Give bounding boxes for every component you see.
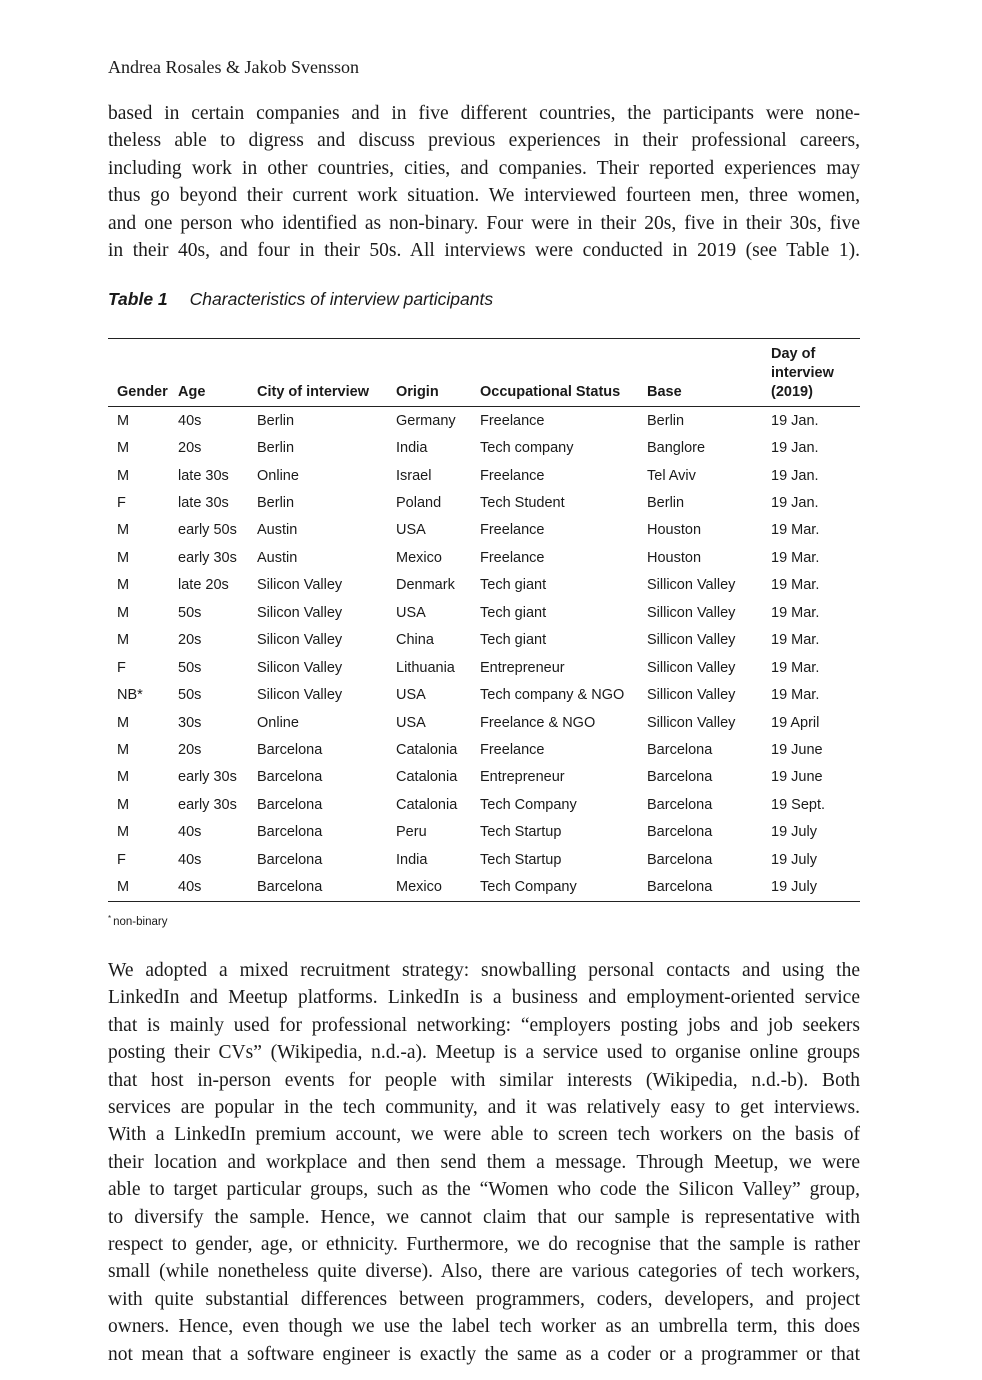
cell-base: Sillicon Valley	[647, 659, 736, 676]
cell-base: Berlin	[647, 412, 685, 429]
paragraph-line: owners. Hence, even though we use the label tech worker as an umbrella term, this does	[108, 1316, 860, 1338]
cell-day: 19 Mar.	[771, 687, 820, 704]
cell-age: early 30s	[178, 549, 237, 566]
cell-base: Banglore	[647, 440, 706, 457]
table-row	[108, 873, 860, 901]
cell-base: Sillicon Valley	[647, 687, 736, 704]
cell-city: Silicon Valley	[257, 687, 343, 704]
cell-age: late 30s	[178, 495, 229, 512]
paragraph-line: posting their CVs” (Wikipedia, n.d.-a). Meetup is a service used to organise online groups	[108, 1042, 860, 1064]
cell-origin: USA	[396, 714, 426, 731]
table-caption	[108, 287, 493, 311]
paragraph-line: services are popular in the tech community, and it was relatively easy to get interviews.	[108, 1097, 860, 1119]
paragraph-line: With a LinkedIn premium account, we were able to screen tech workers on the basis of	[108, 1124, 860, 1146]
paragraph-line: LinkedIn and Meetup platforms. LinkedIn is a business and employment-oriented service	[108, 987, 860, 1009]
cell-age: 50s	[178, 659, 202, 676]
cell-city: Silicon Valley	[257, 577, 343, 594]
cell-age: 20s	[178, 632, 202, 649]
paragraph-line: and one person who identified as non-binary. Four were in their 20s, five in their 30s, five	[108, 212, 860, 234]
cell-city: Barcelona	[257, 769, 323, 786]
cell-occupational-status: Tech company & NGO	[480, 687, 625, 704]
cell-day: 19 Jan.	[771, 467, 819, 484]
cell-occupational-status: Entrepreneur	[480, 659, 565, 676]
cell-origin: India	[396, 851, 428, 868]
cell-age: early 30s	[178, 796, 237, 813]
cell-base: Tel Aviv	[647, 467, 696, 484]
cell-gender: M	[117, 549, 130, 566]
paragraph-line: including work in other countries, cities, and companies. Their reported experiences may	[108, 157, 860, 179]
header-base: Base	[647, 384, 682, 400]
cell-age: 50s	[178, 604, 202, 621]
cell-day: 19 Mar.	[771, 549, 820, 566]
cell-day: 19 July	[771, 851, 817, 868]
cell-age: 40s	[178, 824, 202, 841]
cell-occupational-status: Freelance	[480, 549, 545, 566]
cell-gender: M	[117, 522, 130, 539]
cell-age: 20s	[178, 741, 202, 758]
cell-city: Berlin	[257, 440, 295, 457]
cell-occupational-status: Tech Startup	[480, 824, 562, 841]
header-age: Age	[178, 384, 206, 400]
table-row	[108, 627, 860, 654]
paragraph-line: able to target particular groups, such as the “Women who code the Silicon Valley” group,	[108, 1179, 860, 1201]
cell-day: 19 Mar.	[771, 632, 820, 649]
paragraph-line: in their 40s, and four in their 50s. All interviews were conducted in 2019 (see Table 1).	[108, 240, 860, 262]
cell-gender: M	[117, 879, 130, 896]
cell-city: Austin	[257, 549, 298, 566]
table-footnote	[108, 914, 167, 928]
header-day-line: (2019)	[771, 384, 813, 400]
cell-occupational-status: Tech giant	[480, 577, 547, 594]
cell-day: 19 Mar.	[771, 577, 820, 594]
cell-age: early 30s	[178, 769, 237, 786]
cell-occupational-status: Tech giant	[480, 604, 547, 621]
cell-day: 19 July	[771, 824, 817, 841]
cell-gender: F	[117, 495, 126, 512]
cell-occupational-status: Freelance & NGO	[480, 714, 596, 731]
table-row	[108, 599, 860, 626]
table-body	[108, 407, 860, 902]
cell-gender: M	[117, 412, 130, 429]
cell-city: Berlin	[257, 495, 295, 512]
footnote-text: non-binary	[113, 916, 168, 928]
running-head: Andrea Rosales & Jakob Svensson	[108, 57, 359, 77]
table-row	[108, 544, 860, 571]
cell-origin: Peru	[396, 824, 427, 841]
paragraph-line: that is mainly used for professional networking: “employers posting jobs and job seekers	[108, 1014, 860, 1036]
cell-day: 19 Jan.	[771, 495, 819, 512]
table-row	[108, 764, 860, 791]
cell-city: Barcelona	[257, 741, 323, 758]
cell-occupational-status: Tech giant	[480, 632, 547, 649]
cell-gender: NB*	[117, 687, 143, 704]
paragraph-line: that host in-person events for people with similar interests (Wikipedia, n.d.-b). Both	[108, 1069, 860, 1091]
paragraph-line: not mean that a software engineer is exactly the same as a coder or a programmer or that	[108, 1343, 860, 1365]
cell-city: Silicon Valley	[257, 632, 343, 649]
table-row	[108, 819, 860, 846]
cell-day: 19 June	[771, 741, 823, 758]
cell-origin: Catalonia	[396, 796, 458, 813]
cell-base: Sillicon Valley	[647, 714, 736, 731]
cell-gender: F	[117, 659, 126, 676]
table-row	[108, 517, 860, 544]
cell-city: Online	[257, 714, 299, 731]
cell-city: Barcelona	[257, 851, 323, 868]
cell-base: Barcelona	[647, 879, 713, 896]
cell-gender: M	[117, 467, 130, 484]
cell-base: Berlin	[647, 495, 685, 512]
header-city: City of interview	[257, 384, 369, 400]
cell-city: Silicon Valley	[257, 659, 343, 676]
table-row	[108, 489, 860, 516]
cell-occupational-status: Entrepreneur	[480, 769, 565, 786]
cell-city: Austin	[257, 522, 298, 539]
header-day-line: Day of	[771, 346, 816, 362]
paragraph-line: with quite substantial differences between programmers, coders, developers, and project	[108, 1288, 860, 1310]
header-gender: Gender	[117, 384, 168, 400]
cell-occupational-status: Tech company	[480, 440, 574, 457]
cell-origin: Catalonia	[396, 769, 458, 786]
cell-origin: Mexico	[396, 879, 442, 896]
cell-origin: Poland	[396, 495, 442, 512]
cell-city: Silicon Valley	[257, 604, 343, 621]
paragraph-line: thus go beyond their current work situation. We interviewed fourteen men, three women,	[108, 185, 860, 207]
cell-occupational-status: Tech Startup	[480, 851, 562, 868]
cell-base: Sillicon Valley	[647, 632, 736, 649]
table-row	[108, 791, 860, 818]
cell-occupational-status: Tech Student	[480, 495, 565, 512]
table-row	[108, 572, 860, 599]
paragraph-recruitment	[108, 957, 860, 1368]
cell-base: Sillicon Valley	[647, 577, 736, 594]
paragraph-intro	[108, 100, 860, 264]
cell-gender: M	[117, 741, 130, 758]
cell-gender: M	[117, 577, 130, 594]
paragraph-line: respect to gender, age, or ethnicity. Furthermore, we do recognise that the sample is rather	[108, 1234, 860, 1256]
cell-gender: F	[117, 851, 126, 868]
cell-day: 19 April	[771, 714, 820, 731]
cell-day: 19 July	[771, 879, 817, 896]
cell-gender: M	[117, 604, 130, 621]
table-row	[108, 654, 860, 681]
cell-base: Sillicon Valley	[647, 604, 736, 621]
cell-city: Online	[257, 467, 299, 484]
cell-age: early 50s	[178, 522, 237, 539]
cell-city: Berlin	[257, 412, 295, 429]
cell-day: 19 Mar.	[771, 604, 820, 621]
table-row	[108, 846, 860, 873]
cell-gender: M	[117, 824, 130, 841]
cell-base: Barcelona	[647, 741, 713, 758]
cell-age: 20s	[178, 440, 202, 457]
cell-base: Barcelona	[647, 851, 713, 868]
cell-origin: Lithuania	[396, 659, 455, 676]
cell-origin: USA	[396, 522, 426, 539]
table-row	[108, 709, 860, 736]
table-row	[108, 407, 860, 435]
cell-base: Houston	[647, 549, 702, 566]
cell-day: 19 June	[771, 769, 823, 786]
header-origin: Origin	[396, 384, 439, 400]
cell-origin: India	[396, 440, 428, 457]
cell-origin: Denmark	[396, 577, 455, 594]
cell-city: Barcelona	[257, 796, 323, 813]
participants-table	[108, 338, 860, 902]
cell-base: Barcelona	[647, 824, 713, 841]
cell-gender: M	[117, 714, 130, 731]
cell-origin: Mexico	[396, 549, 442, 566]
table-header-row	[108, 339, 860, 407]
table-row	[108, 434, 860, 461]
cell-origin: Germany	[396, 412, 456, 429]
paragraph-line: to diversify the sample. Hence, we cannot claim that our sample is representative with	[108, 1206, 860, 1228]
cell-day: 19 Jan.	[771, 412, 819, 429]
paragraph-line: their location and workplace and then send them a message. Through Meetup, we were	[108, 1151, 860, 1173]
cell-occupational-status: Freelance	[480, 412, 545, 429]
table-row	[108, 462, 860, 489]
header-day-of-interview	[771, 339, 860, 407]
footnote-mark: *	[108, 914, 112, 923]
table-row	[108, 681, 860, 708]
cell-gender: M	[117, 769, 130, 786]
cell-origin: Israel	[396, 467, 432, 484]
cell-age: late 20s	[178, 577, 229, 594]
cell-gender: M	[117, 440, 130, 457]
cell-occupational-status: Tech Company	[480, 879, 577, 896]
paragraph-line: theless able to digress and discuss previous experiences in their professional careers,	[108, 130, 860, 152]
cell-base: Barcelona	[647, 769, 713, 786]
cell-city: Barcelona	[257, 824, 323, 841]
cell-base: Houston	[647, 522, 702, 539]
cell-age: 40s	[178, 851, 202, 868]
cell-origin: Catalonia	[396, 741, 458, 758]
cell-origin: USA	[396, 687, 426, 704]
cell-occupational-status: Freelance	[480, 741, 545, 758]
cell-occupational-status: Freelance	[480, 522, 545, 539]
table-row	[108, 736, 860, 763]
header-occupational-status: Occupational Status	[480, 384, 621, 400]
cell-origin: China	[396, 632, 434, 649]
cell-base: Barcelona	[647, 796, 713, 813]
table-label: Table 1	[108, 289, 168, 309]
cell-day: 19 Mar.	[771, 659, 820, 676]
cell-gender: M	[117, 632, 130, 649]
cell-gender: M	[117, 796, 130, 813]
paragraph-line: based in certain companies and in five different countries, the participants were none-	[108, 103, 860, 124]
table-caption-text: Characteristics of interview participants	[189, 289, 494, 309]
header-day-line: interview	[771, 365, 834, 381]
cell-day: 19 Mar.	[771, 522, 820, 539]
cell-city: Barcelona	[257, 879, 323, 896]
paragraph-line: We adopted a mixed recruitment strategy: snowballing personal contacts and using the	[108, 960, 860, 981]
cell-day: 19 Jan.	[771, 440, 819, 457]
cell-occupational-status: Tech Company	[480, 796, 577, 813]
cell-age: late 30s	[178, 467, 229, 484]
paragraph-line: small (while nonetheless quite diverse). Also, there are various categories of tech workers,	[108, 1261, 860, 1283]
cell-occupational-status: Freelance	[480, 467, 545, 484]
cell-origin: USA	[396, 604, 426, 621]
cell-age: 50s	[178, 687, 202, 704]
cell-age: 40s	[178, 412, 202, 429]
cell-day: 19 Sept.	[771, 796, 826, 813]
cell-age: 40s	[178, 879, 202, 896]
cell-age: 30s	[178, 714, 202, 731]
